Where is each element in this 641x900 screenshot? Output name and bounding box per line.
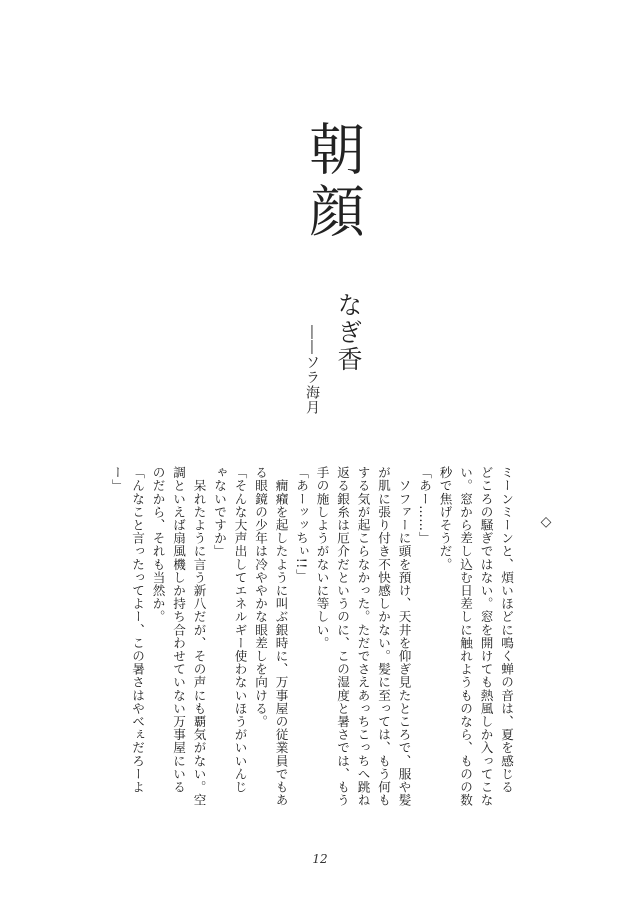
text-line: が肌に張り付き不快感しかない。髪に至っては、もう何も: [376, 466, 391, 807]
text-line: どころの騒ぎではない。窓を開けても熱風しか入ってこな: [478, 466, 494, 807]
text-line: ー」: [109, 466, 125, 493]
text-line: のだから、それも当然か。: [150, 466, 166, 624]
text-line: る眼鏡の少年は冷ややかな眼差しを向ける。: [253, 466, 268, 728]
text-line: 「あー……」: [417, 466, 432, 545]
text-line: 癇癪を起したように叫ぶ銀時に、万事屋の従業員でもあ: [273, 466, 289, 807]
illustrator-credit: ――ソラ海月: [304, 325, 320, 415]
text-line: ミーンミーンと、煩いほどに鳴く蝉の音は、夏を感じる: [499, 466, 514, 794]
text-line: する気が起こらなかった。ただでさえあっちこっちへ跳ね: [355, 466, 371, 807]
text-line: 手の施しようがないに等しい。: [314, 466, 330, 650]
text-line: 「そんな大声出してエネルギー使わないほうがいいんじ: [232, 466, 248, 794]
text-line: ソファーに頭を預け、天井を仰ぎ見たところで、服や髪: [396, 466, 412, 807]
text-line: 「あーッッちぃ!!」: [294, 466, 309, 582]
text-line: 呆れたように言う新八だが、その声にも覇気がない。空: [191, 466, 207, 807]
text-line: 返る銀糸は厄介だというのに、この湿度と暑さでは、もう: [335, 466, 350, 807]
text-line: 秒で焦げそうだ。: [437, 466, 453, 571]
page-number: 12: [312, 852, 328, 866]
text-line: い。窓から差し込む日差しに触れようものなら、ものの数: [458, 466, 473, 807]
section-ornament-icon: ◇: [540, 514, 552, 530]
body-text: [109, 466, 516, 826]
author-name: なぎ香: [334, 292, 363, 373]
text-line: ゃないですか」: [212, 466, 227, 558]
chapter-title: 朝顔: [300, 120, 365, 244]
text-line: 「んなこと言ったってよー、この暑さはやべぇだろーよ: [130, 466, 145, 794]
text-line: 調といえば扇風機しか持ち合わせていない万事屋にいる: [171, 466, 186, 794]
